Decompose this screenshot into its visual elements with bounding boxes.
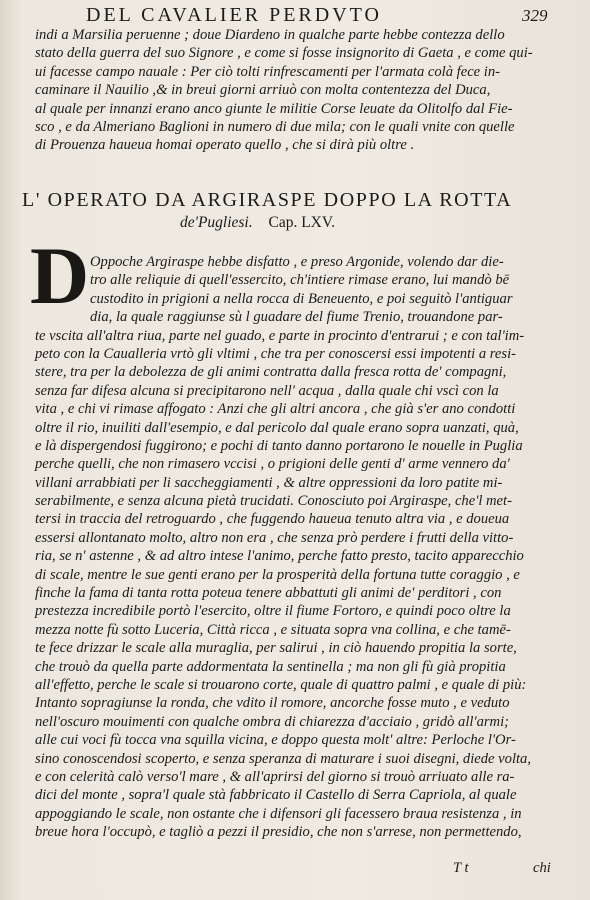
text-line: tro alle reliquie di quell'essercito, ch'intiere rimase erano, lui mandò bē bbox=[90, 272, 510, 289]
text-line: serabilmente, e senza alcuna pietà trucidati. Conosciuto poi Argiraspe, che'l met- bbox=[35, 493, 512, 510]
text-line: Oppoche Argiraspe hebbe disfatto , e preso Argonide, volendo dar die- bbox=[90, 254, 504, 270]
chapter-subtitle-line bbox=[180, 213, 578, 233]
text-line: Intanto sopragiunse la ronda, che vdito il romore, ancorche fosse muto , e veduto bbox=[35, 695, 510, 712]
signature-mark: T t bbox=[453, 860, 469, 876]
chapter-subtitle: de'Pugliesi. bbox=[180, 214, 253, 231]
text-line: essersi allontanato molto, altro non era , che senza prò perdere i frutti della vitto- bbox=[35, 529, 514, 546]
text-line: oltre il rio, inuiliti dall'esempio, e dal pericolo dal quale erano sopra uanzati, quà, bbox=[35, 419, 519, 436]
text-line: mezza notte fù sotto Luceria, Città ricca , e situata sopra vna collina, e che tamē- bbox=[35, 621, 511, 638]
text-line: dici del monte , sopra'l quale stà fabbricato il Castello di Serra Capriola, al quale bbox=[35, 787, 517, 804]
text-line: ria, se n' astenne , & ad altro intese l'animo, perche fatto presto, tacito apparecchio bbox=[35, 548, 524, 565]
text-line: ui facesse campo nauale : Per ciò tolti rinfrescamenti per l'armata colà fece in- bbox=[35, 63, 501, 80]
text-line: alle cui voci fù tocca vna squilla vicina, e doppo questa molt' altre: Perloche l'Or- bbox=[35, 732, 516, 749]
text-line: caminare il Nauilio ,& in breui giorni arriuò con molta contentezza del Duca, bbox=[35, 82, 491, 99]
decorated-initial: D bbox=[30, 230, 90, 321]
text-line: sino conoscendosi scoperto, e senza speranza di maturare i suoi disegni, diede volta, bbox=[35, 750, 532, 767]
text-line: finche la fama di tanta rotta poteua tenere abbattuti gli animi de' perditori , con bbox=[35, 585, 502, 602]
text-line: stato della guerra del suo Signore , e come si fosse insignorito di Gaeta , e come qui- bbox=[35, 45, 533, 62]
running-head bbox=[0, 4, 590, 28]
text-line: di scale, mentre le sue genti erano per la prosperità della fortuna tutte coraggio , e bbox=[35, 566, 520, 583]
chapter-heading bbox=[22, 188, 578, 233]
text-line: e con celerità calò verso'l mare , & all'aprirsi del giorno si trouò arriuato alle ra- bbox=[35, 768, 515, 785]
text-line: perche quelli, che non rimasero vccisi , o prigioni delle genti d' arme vennero da' bbox=[35, 456, 510, 473]
chapter-title: L' OPERATO DA ARGIRASPE DOPPO LA ROTTA bbox=[22, 189, 513, 211]
text-line: vita , e chi vi rimase affogato : Anzi che gli altri ancora , che già s'er ano condotti bbox=[35, 401, 516, 418]
paragraph-1 bbox=[35, 26, 575, 155]
text-line: dia, la quale raggiunse sù l guadare del fiume Trenio, trouandone par- bbox=[90, 309, 503, 326]
text-line: te vscita all'altra riua, parte nel guado, e parte in procinto d'entrarui ; e con tal'im- bbox=[35, 327, 525, 344]
paragraph-2 bbox=[35, 253, 575, 842]
text-line: senza far difesa alcuna si precipitarono nell' acqua , dalla quale chi vscì con la bbox=[35, 382, 499, 399]
text-line: indi a Marsilia peruenne ; doue Diardeno in qualche parte hebbe contezza dello bbox=[35, 27, 505, 43]
text-line: breue hora l'occupò, e tagliò a pezzi il presidio, che non s'arrese, non permettendo, bbox=[35, 824, 522, 841]
page-number: 329 bbox=[522, 6, 548, 25]
running-title: DEL CAVALIER PERDVTO bbox=[86, 4, 382, 26]
text-line: stere, tra per la debolezza de gli animi contratta dalla fresca rotta de' compagni, bbox=[35, 364, 507, 381]
text-line: appoggiando le scale, non ostante che i difensori gli facessero braua resistenza , in bbox=[35, 805, 522, 822]
text-line: prestezza incredibile portò l'esercito, oltre il fiume Fortoro, e quindi poco oltre la bbox=[35, 603, 511, 620]
text-line: e là dispergendosi fuggirono; e pochi di tanto danno portarono le nouelle in Puglia bbox=[35, 437, 523, 454]
text-line: al quale per innanzi erano anco giunte le militie Corse leuate da Olitolfo dal Fie- bbox=[35, 100, 513, 117]
page-footer bbox=[35, 860, 575, 880]
text-line: nell'oscuro mouimenti con qualche ombra di chiarezza d'acciaio , gridò all'armi; bbox=[35, 713, 510, 730]
text-line: all'effetto, perche le scale si trouarono corte, quale di quattro palmi , e quale di più: bbox=[35, 676, 527, 693]
text-line: peto con la Caualleria vrtò gli vltimi , che tra per conoscersi essi impotenti a resi- bbox=[35, 345, 516, 362]
text-line: di Prouenza haueua homai operato quello , che si dirà più oltre . bbox=[35, 137, 415, 154]
text-line: custodito in prigioni a nella rocca di Beneuento, e poi seguitò l'antiguar bbox=[90, 290, 513, 307]
text-line: sco , e da Almeriano Baglioni in numero di due mila; con le quali vnite con quelle bbox=[35, 118, 515, 135]
catchword: chi bbox=[533, 860, 551, 876]
text-line: villani arrabbiati per li saccheggiamenti , & altre oppressioni da loro patite mi- bbox=[35, 474, 503, 491]
text-line: te fece drizzar le scale alla muraglia, per salirui , in ciò hauendo propitia la sorte, bbox=[35, 640, 517, 657]
text-line: che trouò da quella parte addormentata la sentinella ; ma non gli fù già propitia bbox=[35, 658, 506, 675]
chapter-number: Cap. LXV. bbox=[268, 214, 335, 231]
text-line: tersi in traccia del retroguardo , che fuggendo haueua tenuto altra via , e doueua bbox=[35, 511, 510, 528]
